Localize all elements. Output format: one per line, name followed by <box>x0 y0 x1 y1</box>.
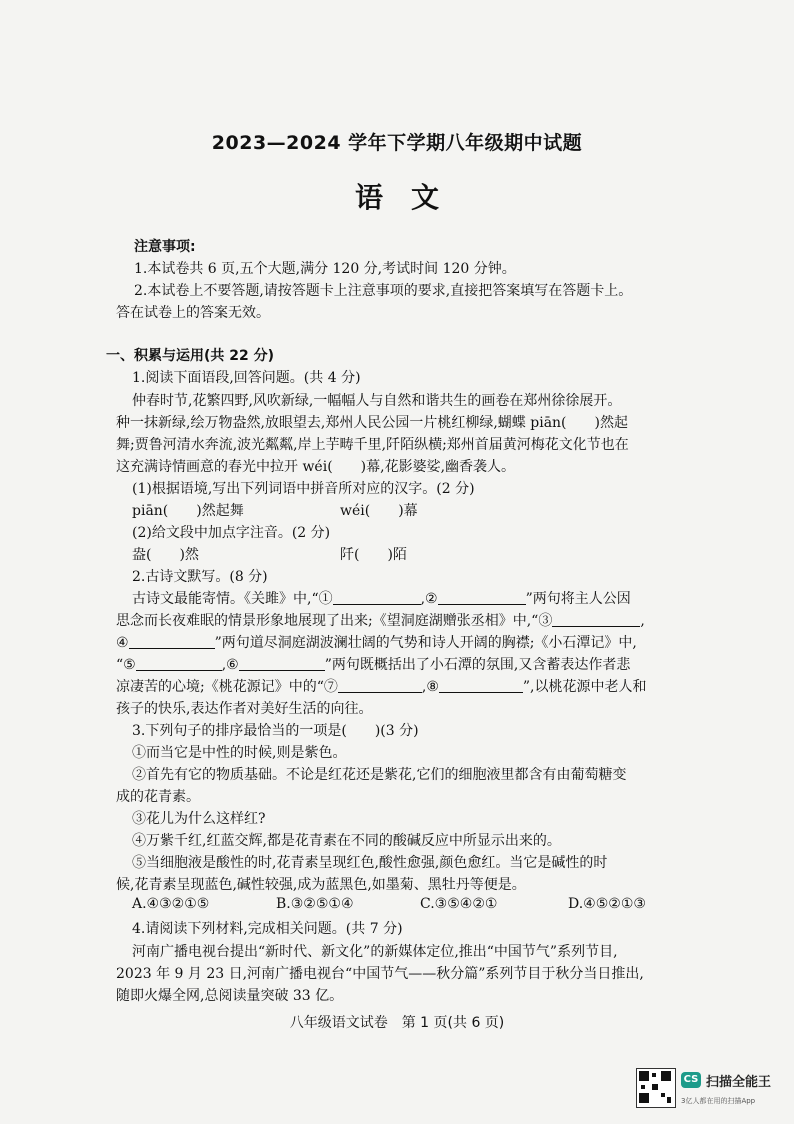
q1-2-item-a: 盎( )然 <box>132 547 199 563</box>
q2-line-5b: ,⑧ <box>421 679 439 695</box>
passage-line-3: 舞;贾鲁河清水奔流,波光粼粼,岸上芋畴千里,阡陌纵横;郑州首届黄河梅花文化节也在 <box>116 437 629 453</box>
q2-line-1 <box>132 588 631 608</box>
q1-stem: 1.阅读下面语段,回答问题。(共 4 分) <box>132 370 361 386</box>
q4-stem: 4.请阅读下列材料,完成相关问题。(共 7 分) <box>132 921 403 937</box>
q2-line-2b: , <box>640 613 645 629</box>
q2-line-4c: ”两句既概括出了小石潭的氛围,又含蓄表达作者悲 <box>324 657 631 673</box>
q3-option-b[interactable]: B.③②⑤①④ <box>276 896 354 912</box>
answer-blank-3[interactable] <box>552 612 640 627</box>
notice-heading: 注意事项: <box>134 239 196 255</box>
q2-line-2 <box>116 610 645 630</box>
q3-sentence-5b: 候,花青素呈现蓝色,碱性较强,成为蓝黑色,如墨菊、黑牡丹等便是。 <box>116 877 526 893</box>
q2-line-3a: ④ <box>116 635 129 651</box>
q2-line-4b: ,⑥ <box>221 657 239 673</box>
q2-line-1c: ”两句将主人公因 <box>525 591 631 607</box>
q1-2-item-b: 阡( )陌 <box>340 547 407 563</box>
q2-stem: 2.古诗文默写。(8 分) <box>132 569 268 585</box>
q2-line-5c: ”,以桃花源中老人和 <box>522 679 647 695</box>
notice-item-1: 1.本试卷共 6 页,五个大题,满分 120 分,考试时间 120 分钟。 <box>134 261 516 277</box>
q1-1-item-b: wéi( )幕 <box>340 503 418 519</box>
q3-sentence-3: ③花儿为什么这样红? <box>132 811 266 827</box>
q2-line-2a: 思念而长夜难眠的情景形象地展现了出来;《望洞庭湖赠张丞相》中,“③ <box>116 613 553 629</box>
subject-title: 语 文 <box>354 181 439 214</box>
qr-code-icon <box>636 1068 676 1108</box>
q3-option-a[interactable]: A.④③②①⑤ <box>132 896 210 912</box>
passage-line-4: 这充满诗情画意的春光中拉开 wéi( )幕,花影婆娑,幽香袭人。 <box>116 459 516 475</box>
notice-item-2b: 答在试卷上的答案无效。 <box>116 305 270 321</box>
q3-stem: 3.下列句子的排序最恰当的一项是( )(3 分) <box>132 723 419 739</box>
q2-line-1a: 古诗文最能寄情。《关雎》中,“① <box>132 591 333 607</box>
passage-line-2: 种一抹新绿,绘万物盎然,放眼望去,郑州人民公园一片桃红柳绿,蝴蝶 piān( )然起 <box>116 415 628 431</box>
q3-option-d[interactable]: D.④⑤②①③ <box>568 896 646 912</box>
q2-line-4a: “⑤ <box>116 657 136 673</box>
q2-line-6: 孩子的快乐,表达作者对美好生活的向往。 <box>116 701 373 717</box>
q2-line-3 <box>116 632 637 652</box>
q3-sentence-2b: 成的花青素。 <box>116 789 200 805</box>
answer-blank-1[interactable] <box>333 590 421 605</box>
camscanner-name: 扫描全能王 <box>706 1075 772 1090</box>
q1-1-item-a: piān( )然起舞 <box>132 503 244 519</box>
q3-option-c[interactable]: C.③⑤④②① <box>420 896 498 912</box>
q2-line-5a: 凉凄苦的心境;《桃花源记》中的“⑦ <box>116 679 338 695</box>
answer-blank-5[interactable] <box>136 656 222 671</box>
q4-paragraph-3: 随即火爆全网,总阅读量突破 33 亿。 <box>116 988 344 1004</box>
q2-line-3b: ”两句道尽洞庭湖波澜壮阔的气势和诗人开阔的胸襟;《小石潭记》中, <box>214 635 637 651</box>
q2-line-1b: ,② <box>420 591 438 607</box>
q4-paragraph-2: 2023 年 9 月 23 日,河南广播电视台“中国节气——秋分篇”系列节目于秋分当日推出, <box>116 966 644 982</box>
q2-line-5 <box>116 676 647 696</box>
q3-sentence-4: ④万紫千红,红蓝交辉,都是花青素在不同的酸碱反应中所显示出来的。 <box>132 833 561 849</box>
q2-line-4 <box>116 654 630 674</box>
section-1-heading: 一、积累与运用(共 22 分) <box>106 348 275 364</box>
answer-blank-6[interactable] <box>239 656 325 671</box>
q3-sentence-1: ①而当它是中性的时候,则是紫色。 <box>132 745 347 761</box>
q3-sentence-2a: ②首先有它的物质基础。不论是红花还是紫花,它们的细胞液里都含有由葡萄糖变 <box>132 767 627 783</box>
page-footer: 八年级语文试卷 第 1 页(共 6 页) <box>289 1015 505 1031</box>
answer-blank-4[interactable] <box>129 634 215 649</box>
q4-paragraph-1: 河南广播电视台提出“新时代、新文化”的新媒体定位,推出“中国节气”系列节目, <box>132 944 618 960</box>
q1-1-stem: (1)根据语境,写出下列词语中拼音所对应的汉字。(2 分) <box>132 481 475 497</box>
q3-sentence-5a: ⑤当细胞液是酸性的时,花青素呈现红色,酸性愈强,颜色愈红。当它是碱性的时 <box>132 855 608 871</box>
camscanner-logo-icon: CS <box>681 1072 701 1088</box>
answer-blank-2[interactable] <box>438 590 526 605</box>
passage-line-1: 仲春时节,花繁四野,风吹新绿,一幅幅人与自然和谐共生的画卷在郑州徐徐展开。 <box>132 393 622 409</box>
answer-blank-7[interactable] <box>338 678 422 693</box>
answer-blank-8[interactable] <box>439 678 523 693</box>
notice-item-2a: 2.本试卷上不要答题,请按答题卡上注意事项的要求,直接把答案填写在答题卡上。 <box>134 283 633 299</box>
q1-2-stem: (2)给文段中加点字注音。(2 分) <box>132 525 331 541</box>
camscanner-tagline: 3亿人都在用的扫描App <box>681 1097 756 1105</box>
exam-title: 2023—2024 学年下学期八年级期中试题 <box>211 132 583 154</box>
